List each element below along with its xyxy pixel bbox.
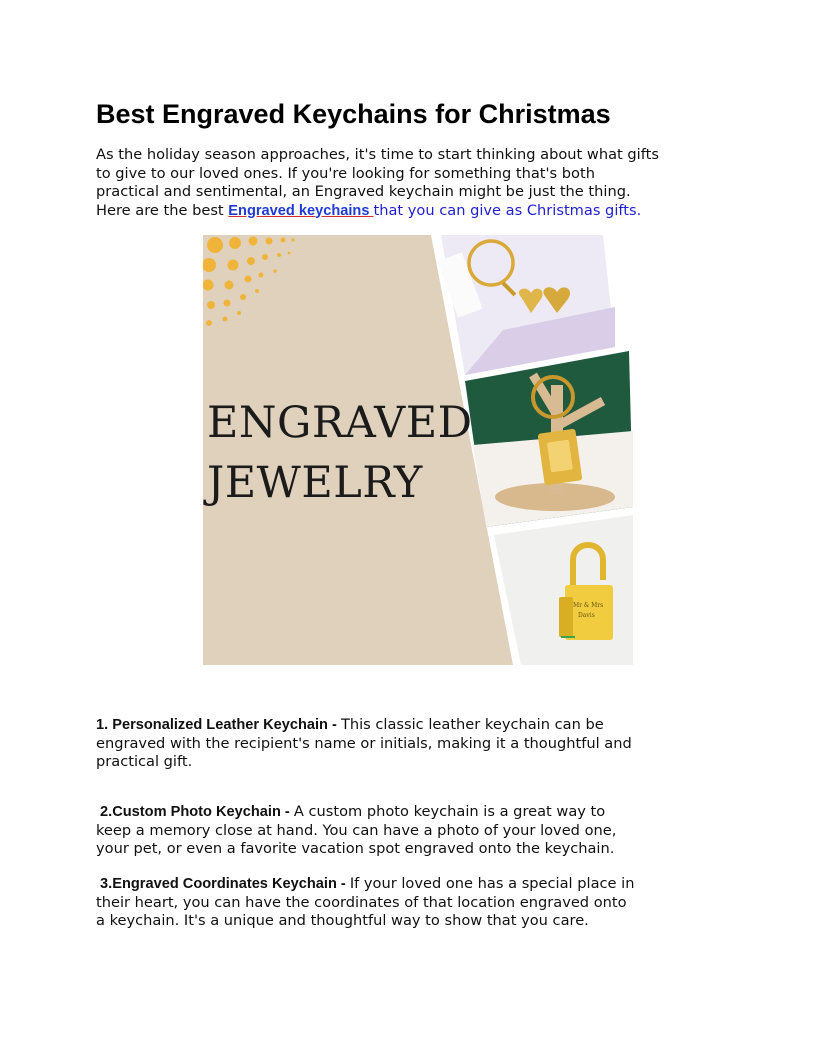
item-heading: 1. Personalized Leather Keychain - <box>96 717 341 733</box>
item-line: a keychain. It's a unique and thoughtful way to show that you care. <box>96 912 589 929</box>
intro-paragraph <box>96 146 720 220</box>
intro-text-blue: that you can give as Christmas gifts. <box>373 201 642 219</box>
item-heading: 3.Engraved Coordinates Keychain - <box>96 876 350 892</box>
intro-line: practical and sentimental, an Engraved keychain might be just the thing. <box>96 183 631 200</box>
svg-text:Davis: Davis <box>578 612 595 619</box>
item-text: A custom photo keychain is a great way to <box>293 803 606 820</box>
intro-text: Here are the best <box>96 201 229 219</box>
page-title: Best Engraved Keychains for Christmas <box>96 99 611 129</box>
item-line: your pet, or even a favorite vacation spot engraved onto the keychain. <box>96 840 615 857</box>
item-line <box>96 803 720 822</box>
list-item <box>96 803 720 859</box>
svg-text:Mr & Mrs: Mr & Mrs <box>573 602 604 609</box>
engraved-keychains-link[interactable]: Engraved keychains <box>228 202 374 219</box>
item-line: practical gift. <box>96 753 193 770</box>
item-line: keep a memory close at hand. You can have a photo of your loved one, <box>96 821 617 839</box>
document-page <box>96 96 720 929</box>
hero-title <box>207 393 473 513</box>
list-item <box>96 716 720 772</box>
list-item <box>96 875 720 931</box>
hero-title-line: ENGRAVED <box>207 398 473 448</box>
item-line: their heart, you can have the coordinates of that location engraved onto <box>96 893 627 911</box>
item-text: If your loved one has a special place in <box>349 875 635 892</box>
intro-line <box>96 202 720 221</box>
item-line <box>96 716 720 735</box>
item-line: engraved with the recipient's name or initials, making it a thoughtful and <box>96 734 632 752</box>
engraved-jewelry-image <box>203 235 633 665</box>
item-line <box>96 875 720 894</box>
intro-line: As the holiday season approaches, it's time to start thinking about what gifts <box>96 146 659 163</box>
item-heading: 2.Custom Photo Keychain - <box>96 804 294 820</box>
intro-line: to give to our loved ones. If you're looking for something that's both <box>96 164 595 182</box>
sun-decoration-icon <box>203 237 295 327</box>
item-text: This classic leather keychain can be <box>340 716 604 733</box>
hero-title-line: JEWELRY <box>207 458 423 508</box>
